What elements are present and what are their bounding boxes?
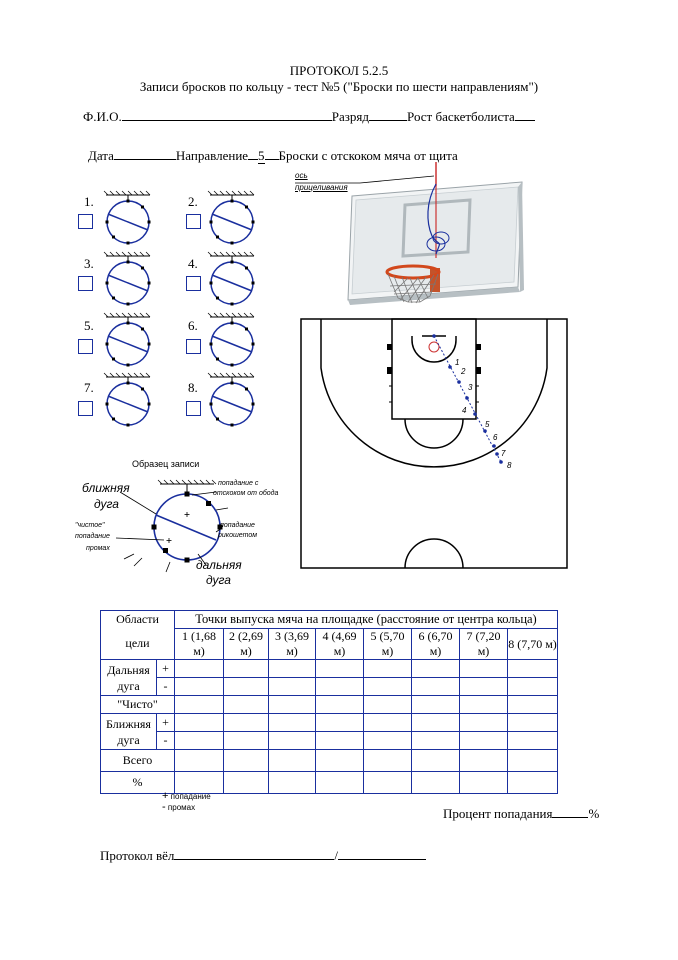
sample-far-arc-1: дальняя [196,558,242,572]
table-cell[interactable] [269,732,316,750]
table-cell[interactable] [412,696,460,714]
sample-clean-2: попадание [75,533,110,540]
table-cell[interactable] [316,750,364,772]
table-cell[interactable] [224,714,269,732]
table-cell[interactable] [224,678,269,696]
ring-checkbox-8[interactable] [186,401,201,416]
table-cell[interactable] [508,660,558,678]
table-cell[interactable] [175,750,224,772]
sample-rim-hit-1: попадание с [218,480,259,487]
recorder-name-field[interactable] [174,847,334,860]
hit-percent-label: Процент попадания [443,806,553,821]
axis-label-line1: ось [295,171,308,180]
ring-label-2: 2. [188,194,198,209]
col-header-4: 4 (4,69 м) [316,629,364,660]
table-cell[interactable] [460,714,508,732]
height-label: Рост баскетболиста [407,109,515,124]
fio-field[interactable] [122,108,332,121]
fio-row [83,108,535,125]
legend-hit: + попадание [162,790,211,802]
col-header-5: 5 (5,70 м) [364,629,412,660]
court-point-6: 6 [493,433,498,442]
table-cell[interactable] [316,714,364,732]
far-arc-label: Дальняя дуга [101,660,157,696]
sample-miss: промах [86,545,110,552]
hit-percent-row [443,805,599,822]
ring-label-5: 5. [84,318,94,333]
table-cell[interactable] [364,696,412,714]
sample-near-arc-2: дуга [94,497,119,511]
col-header-6: 6 (6,70 м) [412,629,460,660]
sample-rim-hit-2: отскоком от обода [213,490,279,497]
court-point-2: 2 [461,367,466,376]
recorder-signature-field[interactable] [338,847,426,860]
table-cell[interactable] [412,750,460,772]
ring-checkbox-2[interactable] [186,214,201,229]
areas-header: Области [101,611,175,629]
sample-ricochet-2: рикошетом [218,532,258,539]
table-cell[interactable] [224,696,269,714]
table-cell[interactable] [175,678,224,696]
table-cell[interactable] [364,750,412,772]
ring-checkbox-4[interactable] [186,276,201,291]
height-field[interactable] [515,108,535,121]
table-cell[interactable] [412,660,460,678]
results-table [100,610,558,794]
col-header-2: 2 (2,69 м) [224,629,269,660]
table-cell[interactable] [364,678,412,696]
table-cell[interactable] [316,772,364,794]
ring-checkbox-7[interactable] [78,401,93,416]
table-cell[interactable] [364,732,412,750]
table-cell[interactable] [224,750,269,772]
court-point-3: 3 [468,383,473,392]
table-cell[interactable] [175,696,224,714]
ring-checkbox-1[interactable] [78,214,93,229]
recorder-slash: / [334,848,338,863]
sample-near-arc-1: ближняя [82,481,130,495]
clean-label: "Чисто" [101,696,175,714]
areas-header-2: цели [101,629,175,660]
ring-checkbox-3[interactable] [78,276,93,291]
rank-label: Разряд [331,109,370,124]
far-arc-minus: - [157,678,175,696]
court-point-1: 1 [455,358,460,367]
court-point-8: 8 [507,461,512,470]
sample-ricochet-1: попадание [220,522,255,529]
table-cell[interactable] [224,732,269,750]
rank-field[interactable] [369,108,407,121]
table-cell[interactable] [508,732,558,750]
ring-label-8: 8. [188,380,198,395]
ring-checkbox-5[interactable] [78,339,93,354]
table-cell[interactable] [412,714,460,732]
table-cell[interactable] [269,772,316,794]
court-point-7: 7 [501,449,506,458]
fio-label: Ф.И.О. [83,109,122,124]
axis-label-line2: прицеливания [295,183,348,192]
points-header: Точки выпуска мяча на площадке (расстояние от центра кольца) [175,611,558,629]
direction-value: 5 [258,148,265,163]
table-cell[interactable] [175,732,224,750]
table-cell[interactable] [364,714,412,732]
far-arc-plus: + [157,660,175,678]
near-arc-label: Ближняя дуга [101,714,157,750]
page-title: ПРОТОКОЛ 5.2.5 [289,63,389,78]
ring-label-6: 6. [188,318,198,333]
table-cell[interactable] [224,772,269,794]
date-field[interactable] [114,147,176,160]
direction-label: Направление [175,148,249,163]
table-cell[interactable] [269,714,316,732]
court-diagram [300,318,570,570]
table-cell[interactable] [269,750,316,772]
table-cell[interactable] [316,696,364,714]
ring-label-3: 3. [84,256,94,271]
sample-clean-1: "чистое" [75,522,105,529]
table-cell[interactable] [175,714,224,732]
table-cell[interactable] [508,714,558,732]
col-header-8: 8 (7,70 м) [508,629,558,660]
table-cell[interactable] [460,772,508,794]
table-cell[interactable] [460,732,508,750]
ring-label-1: 1. [84,194,94,209]
table-cell[interactable] [175,660,224,678]
table-cell[interactable] [364,660,412,678]
table-cell[interactable] [269,696,316,714]
table-cell[interactable] [269,660,316,678]
col-header-1: 1 (1,68 м) [175,629,224,660]
col-header-7: 7 (7,20 м) [460,629,508,660]
table-cell[interactable] [316,660,364,678]
legend-miss: - промах [162,801,196,813]
near-arc-plus: + [157,714,175,732]
hit-percent-field[interactable] [552,805,588,818]
table-cell[interactable] [412,732,460,750]
table-cell[interactable] [316,732,364,750]
percent-sign: % [588,806,600,821]
table-cell[interactable] [460,696,508,714]
shot-type: Броски с отскоком мяча от щита [278,148,458,163]
table-cell[interactable] [460,660,508,678]
table-cell[interactable] [508,772,558,794]
percent-label: % [101,772,175,794]
sample-far-arc-2: дуга [206,573,231,587]
near-arc-minus: - [157,732,175,750]
ring-label-7: 7. [84,380,94,395]
ring-label-4: 4. [188,256,198,271]
col-header-3: 3 (3,69 м) [269,629,316,660]
table-cell[interactable] [269,678,316,696]
table-cell[interactable] [460,678,508,696]
table-cell[interactable] [508,696,558,714]
table-cell[interactable] [364,772,412,794]
date-label: Дата [88,148,114,163]
total-label: Всего [101,750,175,772]
rings-diagram [74,180,274,430]
table-cell[interactable] [508,750,558,772]
recorder-label: Протокол вёл [100,848,175,863]
ring-checkbox-6[interactable] [186,339,201,354]
table-cell[interactable] [412,772,460,794]
recorder-row [100,847,426,864]
table-cell[interactable] [508,678,558,696]
table-cell[interactable] [224,660,269,678]
court-point-4: 4 [462,406,467,415]
table-cell[interactable] [316,678,364,696]
court-point-5: 5 [485,420,490,429]
sample-title: Образец записи [132,459,200,469]
page-subtitle: Записи бросков по кольцу - тест №5 ("Броски по шести направлениям") [139,79,539,94]
table-cell[interactable] [412,678,460,696]
table-cell[interactable] [460,750,508,772]
